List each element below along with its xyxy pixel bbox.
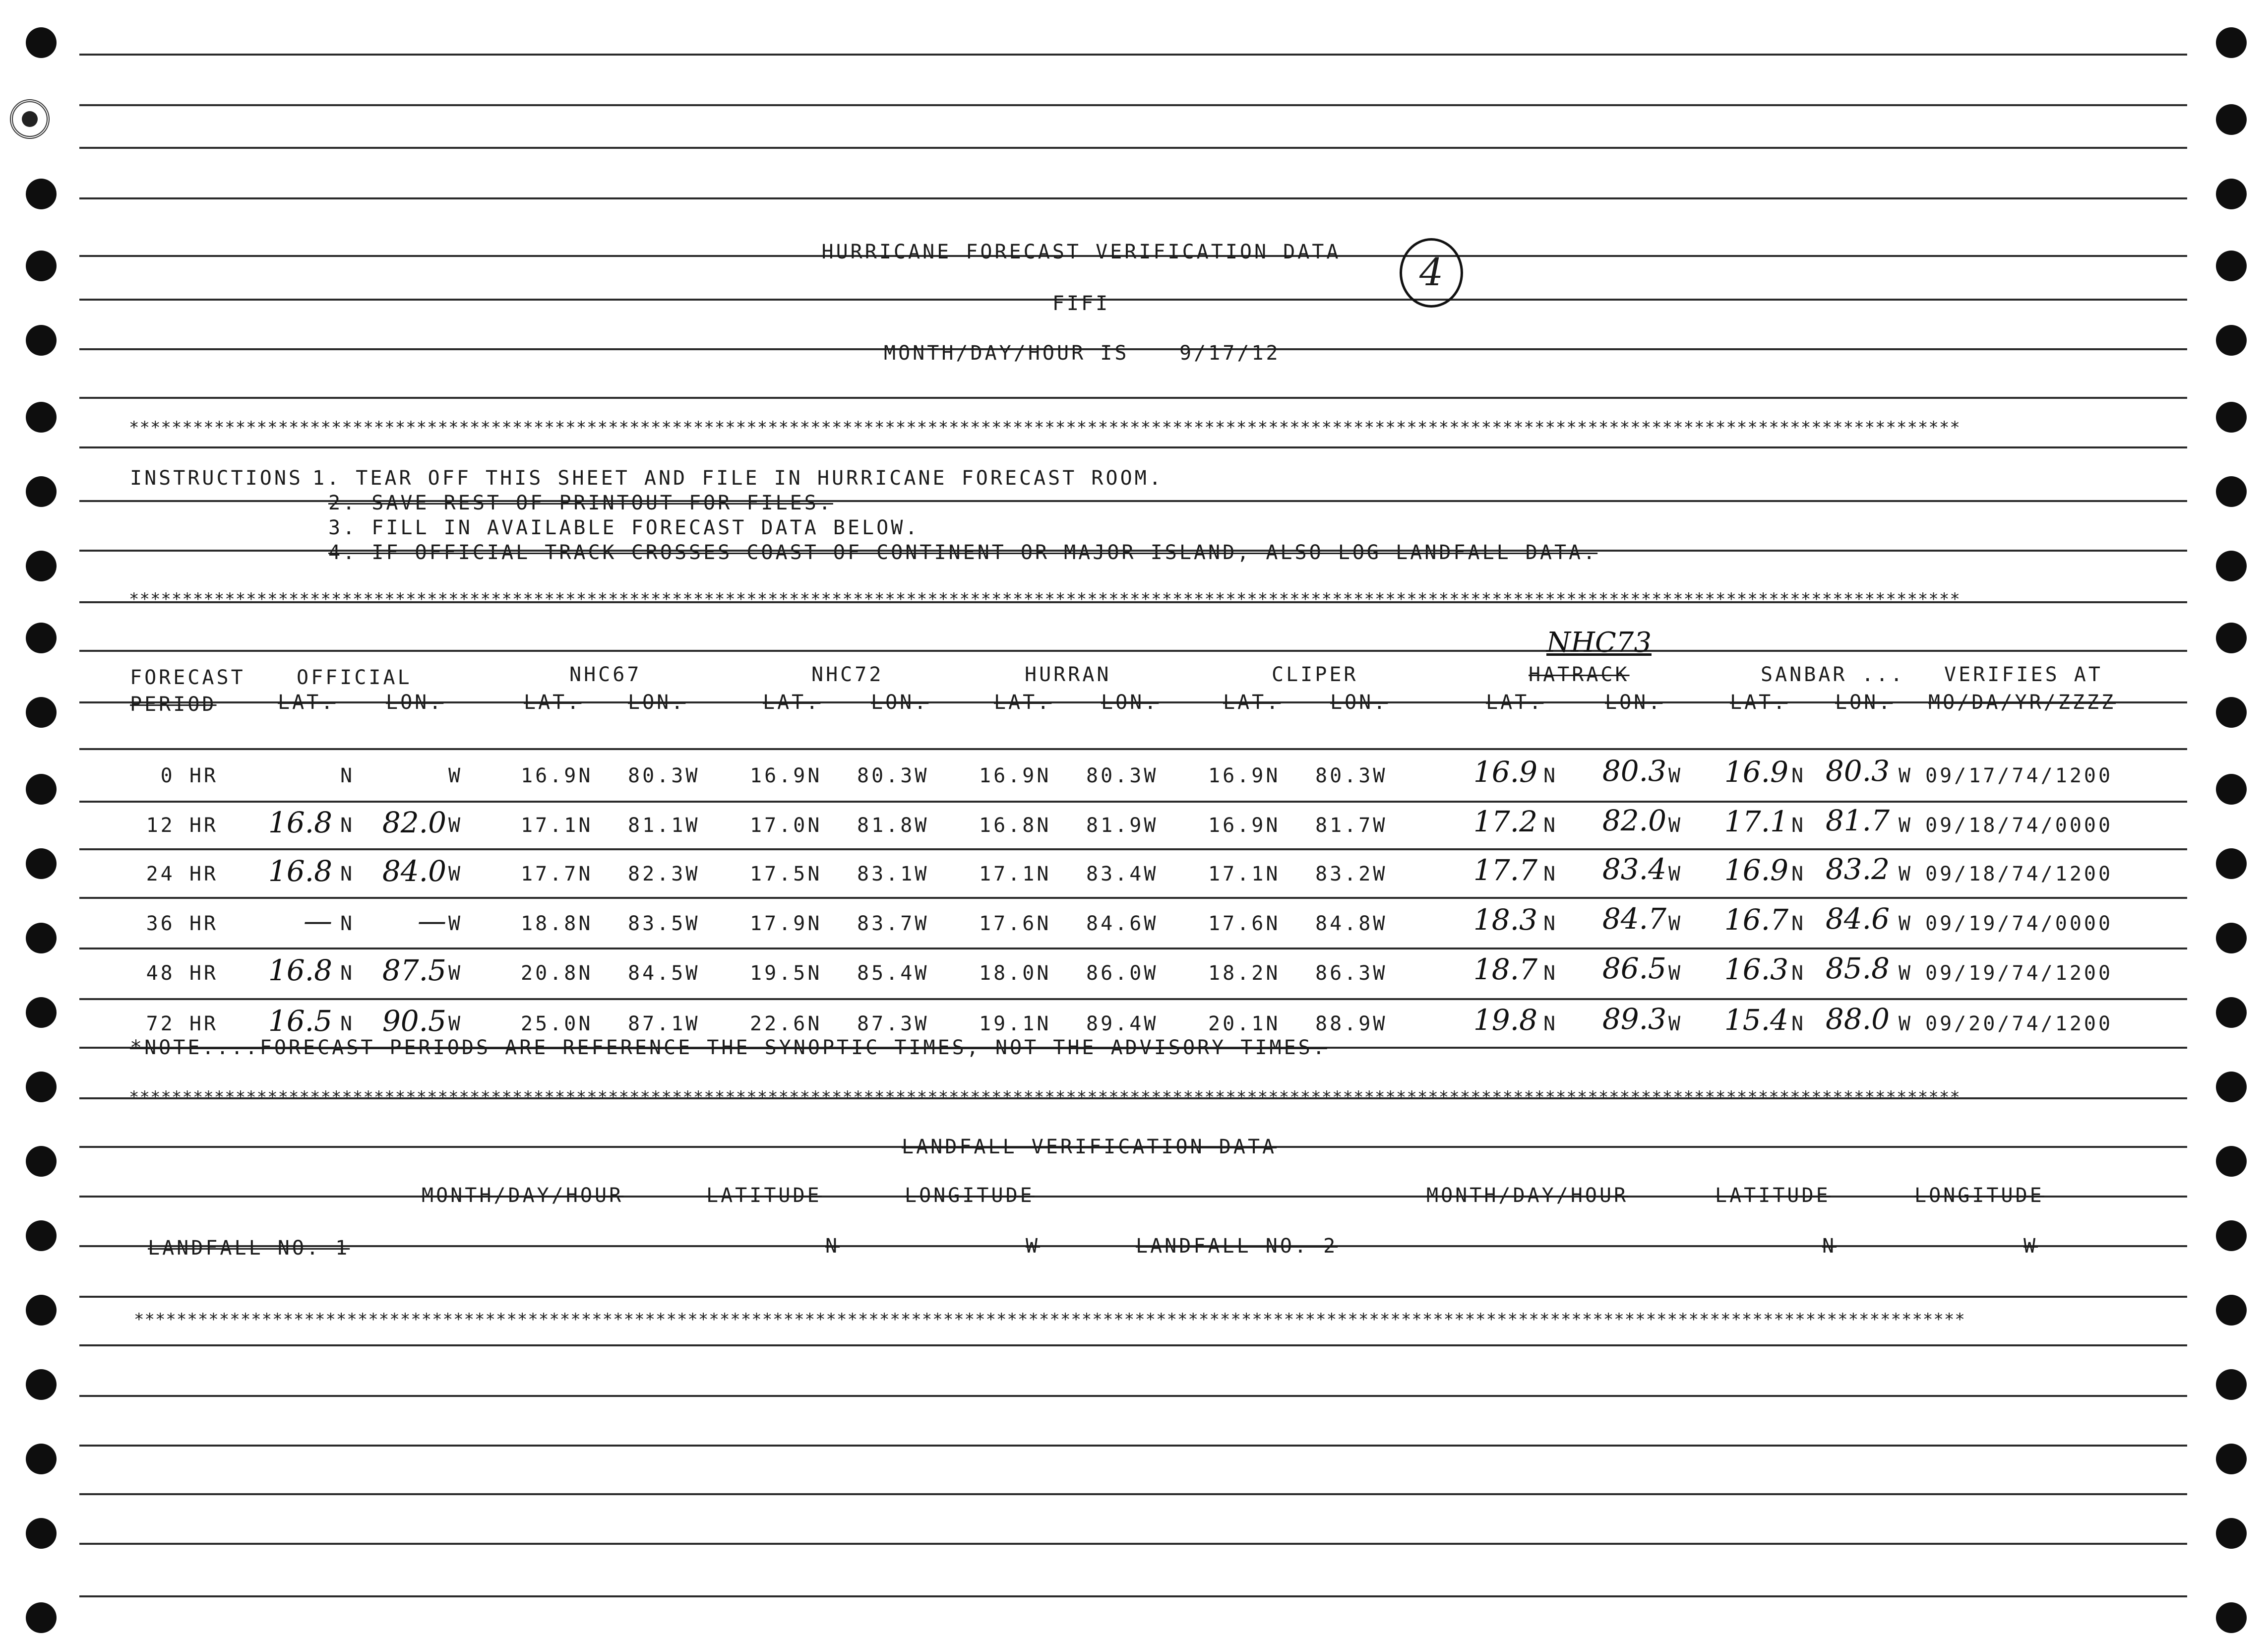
cell-nhc72-lon: 83.7W bbox=[857, 912, 929, 935]
sprocket-hole bbox=[2216, 1146, 2247, 1177]
cell-sanbar-n: N bbox=[1791, 764, 1806, 787]
cell-cliper-lat: 17.6N bbox=[1208, 912, 1281, 935]
cell-nhc73-w: W bbox=[1668, 1012, 1683, 1035]
circled-page-number: 4 bbox=[1400, 238, 1463, 308]
cell-nhc72-lon: 85.4W bbox=[857, 962, 929, 985]
cell-nhc72-lat: 16.9N bbox=[750, 764, 822, 787]
cell-nhc73-lon: 89.3 bbox=[1602, 1002, 1666, 1036]
cell-period: 0 HR bbox=[160, 764, 218, 787]
subheader-lat: LAT. bbox=[994, 691, 1052, 714]
cell-official-lon: 87.5 bbox=[382, 953, 446, 987]
cell-hurran-lon: 81.9W bbox=[1086, 814, 1159, 837]
cell-sanbar-lon: 83.2 bbox=[1825, 852, 1890, 886]
cell-cliper-lon: 80.3W bbox=[1315, 764, 1388, 787]
cell-period: 48 HR bbox=[146, 962, 218, 985]
sprocket-hole bbox=[26, 476, 57, 507]
cell-sanbar-lon: 80.3 bbox=[1825, 754, 1890, 788]
sprocket-hole bbox=[2216, 551, 2247, 581]
cell-nhc73-w: W bbox=[1668, 962, 1683, 985]
form-rule bbox=[79, 1493, 2187, 1495]
cell-nhc72-lat: 17.9N bbox=[750, 912, 822, 935]
landfall-title: LANDFALL VERIFICATION DATA bbox=[902, 1136, 1277, 1158]
cell-hurran-lat: 18.0N bbox=[979, 962, 1051, 985]
sprocket-hole bbox=[2216, 1518, 2247, 1549]
cell-official-w: W bbox=[448, 1012, 463, 1035]
cell-cliper-lon: 81.7W bbox=[1315, 814, 1388, 837]
landfall1-col-mdh: MONTH/DAY/HOUR bbox=[422, 1184, 624, 1207]
cell-nhc73-w: W bbox=[1668, 912, 1683, 935]
landfall-no-2: LANDFALL NO. 2 bbox=[1136, 1235, 1338, 1258]
subheader-lon: LON. bbox=[628, 691, 686, 714]
cell-verifies: 09/19/74/1200 bbox=[1925, 962, 2113, 985]
form-rule bbox=[79, 1395, 2187, 1397]
cell-hurran-lat: 17.6N bbox=[979, 912, 1051, 935]
cell-nhc73-lat: 18.7 bbox=[1473, 952, 1537, 986]
sprocket-hole bbox=[26, 551, 57, 581]
cell-nhc67-lon: 83.5W bbox=[628, 912, 700, 935]
form-rule bbox=[79, 1595, 2187, 1597]
cell-sanbar-w: W bbox=[1899, 1012, 1913, 1035]
cell-cliper-lon: 86.3W bbox=[1315, 962, 1388, 985]
cell-sanbar-n: N bbox=[1791, 1012, 1806, 1035]
subheader-lat: LAT. bbox=[1223, 691, 1281, 714]
subheader-lon: LON. bbox=[386, 691, 444, 714]
cell-hurran-lat: 16.9N bbox=[979, 764, 1051, 787]
cell-nhc72-lat: 22.6N bbox=[750, 1012, 822, 1035]
sprocket-hole bbox=[2216, 476, 2247, 507]
cell-hurran-lon: 84.6W bbox=[1086, 912, 1159, 935]
sprocket-hole bbox=[26, 1146, 57, 1177]
form-rule bbox=[79, 1543, 2187, 1545]
header-nhc73-handwritten: NHC73 bbox=[1546, 627, 1652, 659]
subheader-lon: LON. bbox=[871, 691, 929, 714]
cell-sanbar-lat: 16.3 bbox=[1724, 952, 1788, 986]
sprocket-hole bbox=[2216, 1220, 2247, 1251]
sprocket-hole bbox=[26, 402, 57, 433]
cell-official-lon: 90.5 bbox=[382, 1004, 446, 1038]
cell-nhc67-lat: 25.0N bbox=[521, 1012, 593, 1035]
instruction-3: 3. FILL IN AVAILABLE FORECAST DATA BELOW. bbox=[328, 516, 920, 539]
cell-hurran-lon: 83.4W bbox=[1086, 863, 1159, 885]
sprocket-hole bbox=[2216, 623, 2247, 653]
cell-verifies: 09/20/74/1200 bbox=[1925, 1012, 2113, 1035]
landfall1-w: W bbox=[1026, 1235, 1041, 1258]
header-official: OFFICIAL bbox=[297, 666, 412, 689]
cell-official-lon: 84.0 bbox=[382, 854, 446, 888]
form-rule bbox=[79, 1344, 2187, 1346]
sprocket-hole bbox=[26, 923, 57, 953]
subheader-lat: LAT. bbox=[1730, 691, 1788, 714]
cell-nhc73-w: W bbox=[1668, 863, 1683, 885]
dtg-value: 9/17/12 bbox=[1179, 342, 1281, 365]
form-rule bbox=[79, 897, 2187, 899]
cell-official-lat: 16.8 bbox=[268, 953, 332, 987]
cell-nhc67-lat: 17.7N bbox=[521, 863, 593, 885]
sprocket-hole bbox=[2216, 251, 2247, 281]
sprocket-hole bbox=[26, 623, 57, 653]
cell-hurran-lon: 86.0W bbox=[1086, 962, 1159, 985]
cell-sanbar-lon: 84.6 bbox=[1825, 902, 1890, 936]
header-verifies-format: MO/DA/YR/ZZZZ bbox=[1928, 691, 2116, 714]
cell-nhc73-n: N bbox=[1543, 863, 1558, 885]
cell-nhc72-lon: 80.3W bbox=[857, 764, 929, 787]
form-rule bbox=[79, 748, 2187, 750]
cell-nhc73-w: W bbox=[1668, 814, 1683, 837]
form-rule bbox=[79, 348, 2187, 350]
cell-nhc73-n: N bbox=[1543, 764, 1558, 787]
sprocket-hole bbox=[2216, 923, 2247, 953]
subheader-lon: LON. bbox=[1835, 691, 1893, 714]
sprocket-hole bbox=[26, 1369, 57, 1400]
landfall2-n: N bbox=[1822, 1235, 1837, 1258]
form-rule bbox=[79, 104, 2187, 106]
cell-nhc67-lat: 20.8N bbox=[521, 962, 593, 985]
cell-nhc67-lat: 17.1N bbox=[521, 814, 593, 837]
cell-sanbar-lon: 88.0 bbox=[1825, 1002, 1890, 1036]
sprocket-hole bbox=[26, 27, 57, 58]
cell-nhc73-lat: 17.7 bbox=[1473, 853, 1537, 887]
cell-sanbar-lat: 16.7 bbox=[1724, 903, 1788, 937]
form-rule bbox=[79, 998, 2187, 1000]
cell-nhc73-lon: 86.5 bbox=[1602, 951, 1666, 985]
cell-nhc73-n: N bbox=[1543, 912, 1558, 935]
cell-sanbar-lat: 16.9 bbox=[1724, 755, 1788, 789]
cell-hurran-lon: 80.3W bbox=[1086, 764, 1159, 787]
instruction-2: 2. SAVE REST OF PRINTOUT FOR FILES. bbox=[328, 492, 833, 514]
cell-nhc72-lon: 87.3W bbox=[857, 1012, 929, 1035]
cell-cliper-lon: 84.8W bbox=[1315, 912, 1388, 935]
landfall1-col-lat: LATITUDE bbox=[706, 1184, 822, 1207]
cell-official-w: W bbox=[448, 962, 463, 985]
form-rule bbox=[79, 397, 2187, 399]
cell-official-lat: 16.8 bbox=[268, 806, 332, 839]
subheader-lon: LON. bbox=[1101, 691, 1159, 714]
cell-sanbar-lat: 16.9 bbox=[1724, 853, 1788, 887]
sprocket-hole bbox=[2216, 1602, 2247, 1633]
cell-nhc72-lon: 81.8W bbox=[857, 814, 929, 837]
header-sanbar: SANBAR ... bbox=[1761, 663, 1905, 686]
cell-sanbar-lon: 81.7 bbox=[1825, 804, 1890, 837]
cell-sanbar-w: W bbox=[1899, 912, 1913, 935]
cell-nhc73-lat: 19.8 bbox=[1473, 1003, 1537, 1037]
cell-nhc67-lon: 81.1W bbox=[628, 814, 700, 837]
cell-cliper-lat: 17.1N bbox=[1208, 863, 1281, 885]
binder-ring-mark bbox=[10, 99, 50, 139]
cell-sanbar-n: N bbox=[1791, 962, 1806, 985]
cell-official-n: N bbox=[340, 863, 355, 885]
sprocket-hole bbox=[2216, 1369, 2247, 1400]
form-rule bbox=[79, 1245, 2187, 1247]
header-cliper: CLIPER bbox=[1272, 663, 1358, 686]
cell-nhc67-lat: 18.8N bbox=[521, 912, 593, 935]
cell-nhc73-w: W bbox=[1668, 764, 1683, 787]
cell-cliper-lat: 16.9N bbox=[1208, 814, 1281, 837]
table-note: *NOTE....FORECAST PERIODS ARE REFERENCE THE SYNOPTIC TIMES, NOT THE ADVISORY TIMES. bbox=[130, 1036, 1327, 1059]
cell-sanbar-lon: 85.8 bbox=[1825, 951, 1890, 985]
sprocket-hole bbox=[26, 697, 57, 728]
instruction-4: 4. IF OFFICIAL TRACK CROSSES COAST OF CONTINENT OR MAJOR ISLAND, ALSO LOG LANDFALL DATA. bbox=[328, 541, 1598, 564]
cell-sanbar-w: W bbox=[1899, 764, 1913, 787]
cell-official-n: N bbox=[340, 962, 355, 985]
cell-nhc73-n: N bbox=[1543, 962, 1558, 985]
header-nhc72: NHC72 bbox=[811, 663, 884, 686]
form-rule bbox=[79, 197, 2187, 199]
separator-4: **************************************************************************************************************************************************************************** bbox=[134, 1310, 1965, 1329]
instructions-label: INSTRUCTIONS bbox=[130, 467, 303, 490]
storm-name: FIFI bbox=[1052, 292, 1110, 315]
sprocket-hole bbox=[26, 325, 57, 356]
subheader-lat: LAT. bbox=[524, 691, 582, 714]
cell-official-n: N bbox=[340, 814, 355, 837]
sprocket-hole bbox=[26, 774, 57, 805]
cell-period: 12 HR bbox=[146, 814, 218, 837]
cell-verifies: 09/18/74/0000 bbox=[1925, 814, 2113, 837]
cell-official-lat: 16.5 bbox=[268, 1004, 332, 1038]
subheader-lon: LON. bbox=[1330, 691, 1388, 714]
cell-nhc67-lon: 84.5W bbox=[628, 962, 700, 985]
sprocket-hole bbox=[26, 848, 57, 879]
form-rule bbox=[79, 446, 2187, 448]
cell-cliper-lat: 20.1N bbox=[1208, 1012, 1281, 1035]
cell-verifies: 09/19/74/0000 bbox=[1925, 912, 2113, 935]
cell-period: 24 HR bbox=[146, 863, 218, 885]
landfall2-col-lat: LATITUDE bbox=[1715, 1184, 1831, 1207]
cell-sanbar-n: N bbox=[1791, 863, 1806, 885]
subheader-lat: LAT. bbox=[763, 691, 821, 714]
form-rule bbox=[79, 1196, 2187, 1198]
cell-period: 72 HR bbox=[146, 1012, 218, 1035]
subheader-lat: LAT. bbox=[278, 691, 336, 714]
form-rule bbox=[79, 1296, 2187, 1298]
sprocket-hole bbox=[26, 1295, 57, 1326]
form-rule bbox=[79, 299, 2187, 301]
cell-nhc73-lat: 16.9 bbox=[1473, 755, 1537, 789]
sprocket-hole bbox=[2216, 179, 2247, 209]
landfall-no-1: LANDFALL NO. 1 bbox=[148, 1237, 350, 1260]
header-nhc67: NHC67 bbox=[569, 663, 642, 686]
report-title: HURRICANE FORECAST VERIFICATION DATA bbox=[821, 241, 1341, 263]
cell-nhc73-lon: 80.3 bbox=[1602, 754, 1666, 788]
separator-3: **************************************************************************************************************************************************************************** bbox=[129, 1087, 1961, 1107]
header-verifies: VERIFIES AT bbox=[1944, 663, 2103, 686]
cell-official-lon: 82.0 bbox=[382, 806, 446, 839]
form-rule bbox=[79, 848, 2187, 850]
cell-official-w: W bbox=[448, 814, 463, 837]
cell-official-n: N bbox=[340, 1012, 355, 1035]
cell-sanbar-w: W bbox=[1899, 962, 1913, 985]
sprocket-hole bbox=[2216, 774, 2247, 805]
cell-nhc73-lon: 83.4 bbox=[1602, 852, 1666, 886]
sprocket-hole bbox=[26, 1602, 57, 1633]
cell-cliper-lat: 16.9N bbox=[1208, 764, 1281, 787]
cell-nhc72-lat: 19.5N bbox=[750, 962, 822, 985]
instruction-1: 1. TEAR OFF THIS SHEET AND FILE IN HURRICANE FORECAST ROOM. bbox=[312, 467, 1164, 490]
landfall2-w: W bbox=[2023, 1235, 2038, 1258]
subheader-lon: LON. bbox=[1605, 691, 1663, 714]
cell-hurran-lat: 17.1N bbox=[979, 863, 1051, 885]
cell-official-n: N bbox=[340, 764, 355, 787]
landfall2-col-mdh: MONTH/DAY/HOUR bbox=[1426, 1184, 1629, 1207]
header-hurran: HURRAN bbox=[1025, 663, 1111, 686]
form-rule bbox=[79, 650, 2187, 652]
sprocket-hole bbox=[26, 1220, 57, 1251]
cell-sanbar-n: N bbox=[1791, 912, 1806, 935]
sprocket-hole bbox=[2216, 104, 2247, 135]
cell-nhc73-n: N bbox=[1543, 814, 1558, 837]
header-hatrack: HATRACK bbox=[1529, 663, 1630, 686]
cell-official-lat: 16.8 bbox=[268, 854, 332, 888]
landfall1-col-lon: LONGITUDE bbox=[905, 1184, 1035, 1207]
cell-nhc72-lon: 83.1W bbox=[857, 863, 929, 885]
cell-sanbar-w: W bbox=[1899, 863, 1913, 885]
form-rule bbox=[79, 147, 2187, 149]
cell-nhc67-lon: 82.3W bbox=[628, 863, 700, 885]
cell-nhc72-lat: 17.0N bbox=[750, 814, 822, 837]
cell-cliper-lon: 83.2W bbox=[1315, 863, 1388, 885]
sprocket-hole bbox=[2216, 1295, 2247, 1326]
cell-official-lon: — bbox=[418, 904, 446, 938]
cell-cliper-lon: 88.9W bbox=[1315, 1012, 1388, 1035]
cell-hurran-lon: 89.4W bbox=[1086, 1012, 1159, 1035]
cell-verifies: 09/17/74/1200 bbox=[1925, 764, 2113, 787]
cell-sanbar-lat: 17.1 bbox=[1724, 805, 1788, 838]
sprocket-hole bbox=[2216, 402, 2247, 433]
sprocket-hole bbox=[2216, 997, 2247, 1028]
form-rule bbox=[79, 1445, 2187, 1447]
cell-nhc73-lat: 18.3 bbox=[1473, 903, 1537, 937]
cell-nhc67-lon: 80.3W bbox=[628, 764, 700, 787]
cell-official-n: N bbox=[340, 912, 355, 935]
sprocket-hole bbox=[2216, 848, 2247, 879]
cell-nhc67-lon: 87.1W bbox=[628, 1012, 700, 1035]
cell-sanbar-lat: 15.4 bbox=[1724, 1003, 1788, 1037]
cell-nhc67-lat: 16.9N bbox=[521, 764, 593, 787]
landfall2-col-lon: LONGITUDE bbox=[1914, 1184, 2044, 1207]
form-rule bbox=[79, 801, 2187, 803]
header-period: PERIOD bbox=[130, 693, 217, 716]
cell-official-w: W bbox=[448, 912, 463, 935]
form-rule bbox=[79, 54, 2187, 56]
cell-cliper-lat: 18.2N bbox=[1208, 962, 1281, 985]
sprocket-hole bbox=[2216, 697, 2247, 728]
landfall1-n: N bbox=[825, 1235, 840, 1258]
sprocket-hole bbox=[26, 179, 57, 209]
sprocket-hole bbox=[2216, 325, 2247, 356]
cell-official-w: W bbox=[448, 764, 463, 787]
cell-hurran-lat: 19.1N bbox=[979, 1012, 1051, 1035]
sprocket-hole bbox=[2216, 1072, 2247, 1102]
cell-nhc72-lat: 17.5N bbox=[750, 863, 822, 885]
cell-official-lat: — bbox=[304, 904, 332, 938]
form-rule bbox=[79, 948, 2187, 949]
cell-official-w: W bbox=[448, 863, 463, 885]
sprocket-hole bbox=[26, 997, 57, 1028]
sprocket-hole bbox=[2216, 27, 2247, 58]
cell-period: 36 HR bbox=[146, 912, 218, 935]
subheader-lat: LAT. bbox=[1486, 691, 1544, 714]
sprocket-hole bbox=[26, 1444, 57, 1474]
separator-1: **************************************************************************************************************************************************************************** bbox=[129, 418, 1961, 438]
cell-nhc73-lat: 17.2 bbox=[1473, 805, 1537, 838]
cell-nhc73-n: N bbox=[1543, 1012, 1558, 1035]
sprocket-hole bbox=[26, 1072, 57, 1102]
cell-nhc73-lon: 84.7 bbox=[1602, 902, 1666, 936]
cell-nhc73-lon: 82.0 bbox=[1602, 804, 1666, 837]
cell-hurran-lat: 16.8N bbox=[979, 814, 1051, 837]
dtg-label: MONTH/DAY/HOUR IS bbox=[884, 342, 1129, 365]
sprocket-hole bbox=[26, 1518, 57, 1549]
sprocket-hole bbox=[26, 251, 57, 281]
sprocket-hole bbox=[2216, 1444, 2247, 1474]
cell-verifies: 09/18/74/1200 bbox=[1925, 863, 2113, 885]
separator-2: **************************************************************************************************************************************************************************** bbox=[129, 589, 1961, 609]
header-forecast: FORECAST bbox=[130, 666, 245, 689]
cell-sanbar-w: W bbox=[1899, 814, 1913, 837]
cell-sanbar-n: N bbox=[1791, 814, 1806, 837]
